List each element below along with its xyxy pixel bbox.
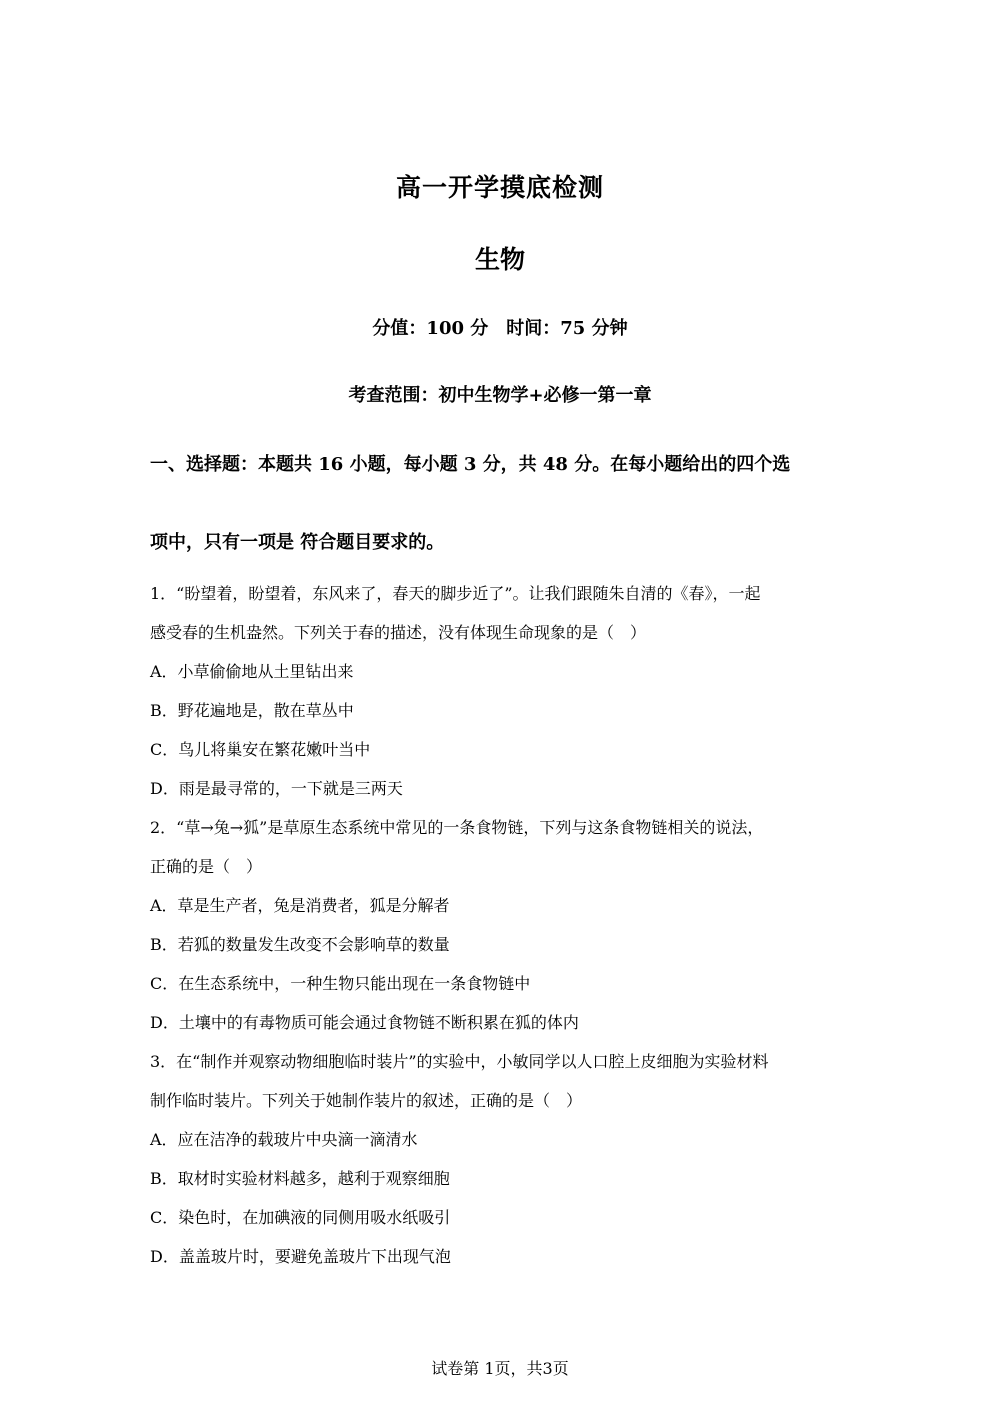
question-2-option-b: B．若狐的数量发生改变不会影响草的数量 bbox=[150, 935, 450, 954]
section-heading-line-2: 项中，只有一项是 符合题目要求的。 bbox=[150, 532, 445, 553]
question-1-option-a: A．小草偷偷地从土里钻出来 bbox=[150, 662, 354, 681]
question-1-option-d: D．雨是最寻常的，一下就是三两天 bbox=[150, 779, 403, 798]
section-heading-line-1: 一、选择题：本题共 16 小题，每小题 3 分，共 48 分。在每小题给出的四个选 bbox=[150, 454, 791, 475]
question-2-option-a: A．草是生产者，兔是消费者，狐是分解者 bbox=[150, 896, 450, 915]
question-3-stem-line-1: 3．在“制作并观察动物细胞临时装片”的实验中，小敏同学以人口腔上皮细胞为实验材料 bbox=[150, 1052, 769, 1071]
question-3-option-d: D．盖盖玻片时，要避免盖玻片下出现气泡 bbox=[150, 1247, 451, 1266]
exam-subject: 生物 bbox=[474, 245, 525, 274]
question-3-stem-line-2: 制作临时装片。下列关于她制作装片的叙述，正确的是（ ） bbox=[150, 1091, 583, 1110]
exam-score-time: 分值：100 分 时间：75 分钟 bbox=[372, 318, 628, 339]
question-2-option-c: C．在生态系统中，一种生物只能出现在一条食物链中 bbox=[150, 974, 531, 993]
exam-title: 高一开学摸底检测 bbox=[395, 173, 604, 202]
question-2-option-d: D．土壤中的有毒物质可能会通过食物链不断积累在狐的体内 bbox=[150, 1013, 579, 1032]
question-2-stem-line-1: 2．“草→兔→狐”是草原生态系统中常见的一条食物链，下列与这条食物链相关的说法， bbox=[150, 818, 764, 837]
question-2-stem-line-2: 正确的是（ ） bbox=[150, 857, 263, 876]
question-3-option-b: B．取材时实验材料越多，越利于观察细胞 bbox=[150, 1169, 450, 1188]
question-1-option-b: B．野花遍地是，散在草丛中 bbox=[150, 701, 354, 720]
question-1-stem-line-1: 1．“盼望着，盼望着，东风来了，春天的脚步近了”。让我们跟随朱自清的《春》，一起 bbox=[150, 584, 761, 603]
exam-scope: 考查范围：初中生物学+必修一第一章 bbox=[348, 385, 652, 406]
question-3-option-c: C．染色时，在加碘液的同侧用吸水纸吸引 bbox=[150, 1208, 451, 1227]
page-number-footer: 试卷第 1页，共3页 bbox=[431, 1359, 569, 1378]
question-1-stem-line-2: 感受春的生机盎然。下列关于春的描述，没有体现生命现象的是（ ） bbox=[150, 623, 647, 642]
question-3-option-a: A．应在洁净的载玻片中央滴一滴清水 bbox=[150, 1130, 418, 1149]
question-1-option-c: C．鸟儿将巢安在繁花嫩叶当中 bbox=[150, 740, 371, 759]
